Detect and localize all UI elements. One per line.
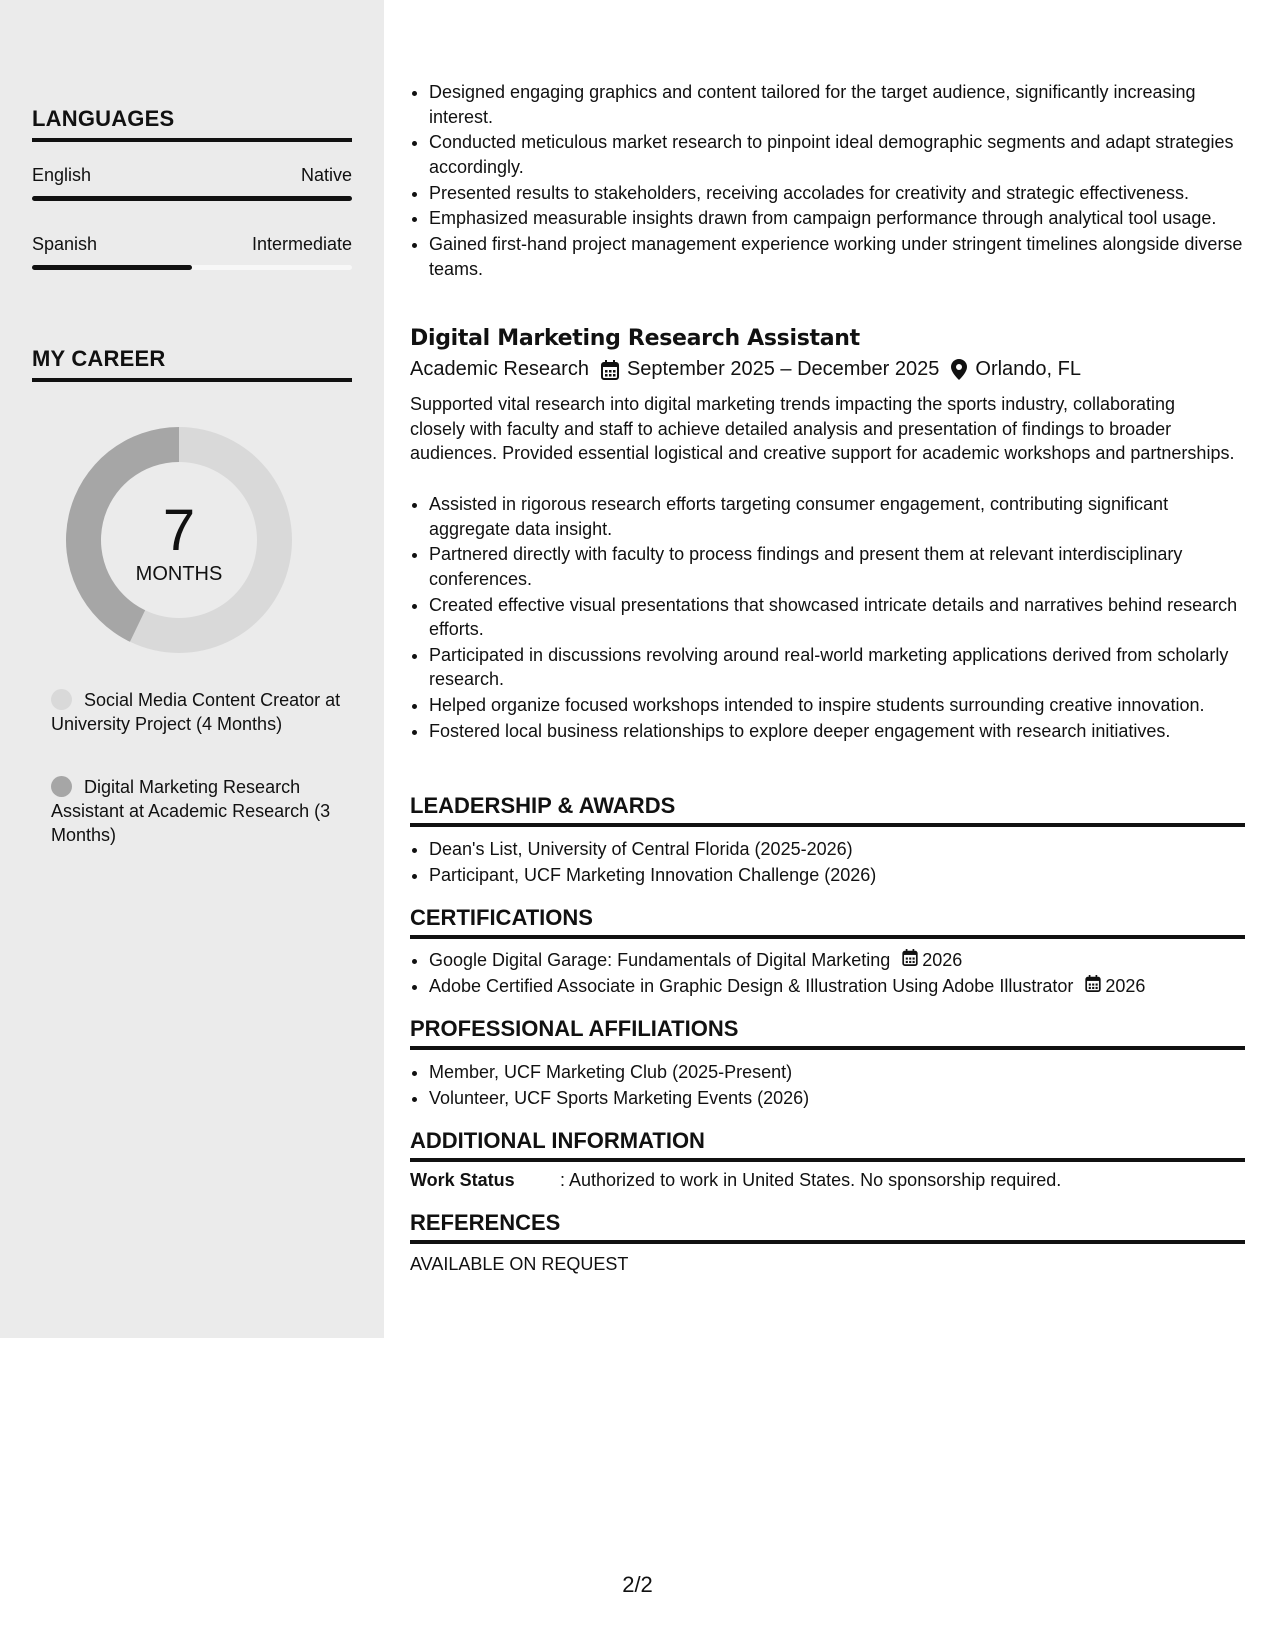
language-bar-fill bbox=[32, 265, 192, 270]
language-row-spanish bbox=[32, 234, 352, 255]
job-location: Orlando, FL bbox=[975, 358, 1081, 380]
additional-info-heading: ADDITIONAL INFORMATION bbox=[410, 1128, 1245, 1162]
job-title: Digital Marketing Research Assistant bbox=[410, 326, 860, 351]
leadership-list bbox=[410, 837, 1245, 889]
list-item: • Gained first-hand project management experience working under stringent timelines alongside diverse teams. bbox=[429, 232, 1245, 281]
list-item: • Designed engaging graphics and content tailored for the target audience, significantly increasing interest. bbox=[429, 80, 1245, 129]
list-item: • Presented results to stakeholders, receiving accolades for creativity and strategic effectiveness. bbox=[429, 181, 1245, 206]
language-bar-fill bbox=[32, 196, 352, 201]
list-item: • Partnered directly with faculty to process findings and present them at relevant interdisciplinary conferences. bbox=[429, 542, 1245, 591]
work-status-row bbox=[410, 1170, 1061, 1191]
list-item: • Dean's List, University of Central Florida (2025-2026) bbox=[429, 837, 1245, 862]
list-item: • Assisted in rigorous research efforts targeting consumer engagement, contributing significant aggregate data insight. bbox=[429, 492, 1245, 541]
career-total-unit: MONTHS bbox=[135, 563, 223, 585]
career-donut-chart bbox=[66, 427, 292, 653]
references-text: AVAILABLE ON REQUEST bbox=[410, 1254, 629, 1274]
certification-year: 2026 bbox=[1105, 975, 1146, 996]
legend-label: Digital Marketing Research Assistant at Academic Research (3 Months) bbox=[51, 777, 331, 845]
list-item: • Participant, UCF Marketing Innovation Challenge (2026) bbox=[429, 863, 1245, 888]
page-number: 2/2 bbox=[622, 1572, 653, 1597]
list-item: • Fostered local business relationships to explore deeper engagement with research initiatives. bbox=[429, 719, 1245, 744]
legend-dot bbox=[51, 689, 72, 710]
language-row-english bbox=[32, 165, 352, 186]
work-status-label: Work Status bbox=[410, 1170, 515, 1190]
career-heading: MY CAREER bbox=[32, 346, 352, 382]
certification-name: Adobe Certified Associate in Graphic Design & Illustration Using Adobe Illustrator bbox=[429, 975, 1074, 996]
calendar-icon bbox=[1085, 974, 1105, 999]
languages-heading: LANGUAGES bbox=[32, 106, 352, 142]
list-item bbox=[429, 974, 1245, 999]
list-item: • Participated in discussions revolving around real-world marketing applications derived from scholarly research. bbox=[429, 643, 1245, 692]
affiliations-heading: PROFESSIONAL AFFILIATIONS bbox=[410, 1016, 1245, 1050]
references-heading: REFERENCES bbox=[410, 1210, 1245, 1244]
language-name: English bbox=[32, 165, 92, 185]
job-bullets bbox=[410, 492, 1245, 745]
list-item: • Emphasized measurable insights drawn from campaign performance through analytical tool usage. bbox=[429, 206, 1245, 231]
calendar-icon bbox=[902, 948, 922, 973]
work-status-value: : Authorized to work in United States. No sponsorship required. bbox=[560, 1170, 1062, 1190]
language-name: Spanish bbox=[32, 234, 98, 254]
list-item bbox=[429, 948, 1245, 973]
legend-dot bbox=[51, 776, 72, 797]
career-legend-item bbox=[51, 775, 341, 847]
career-legend-item bbox=[51, 688, 341, 736]
certification-name: Google Digital Garage: Fundamentals of Digital Marketing bbox=[429, 950, 891, 970]
leadership-heading: LEADERSHIP & AWARDS bbox=[410, 793, 1245, 827]
previous-job-bullets bbox=[410, 80, 1245, 282]
calendar-icon bbox=[601, 360, 619, 380]
affiliations-list bbox=[410, 1060, 1245, 1112]
sidebar bbox=[0, 0, 384, 1338]
language-bar-english bbox=[32, 196, 352, 201]
certification-year: 2026 bbox=[922, 950, 963, 970]
certifications-heading: CERTIFICATIONS bbox=[410, 905, 1245, 939]
job-meta bbox=[410, 358, 1081, 381]
job-description: Supported vital research into digital marketing trends impacting the sports industry, collaborating closely with faculty and staff to achieve detailed analysis and presentation of findings to broader audiences. Provided essential logistical and creative support for academic workshops and partnerships. bbox=[410, 394, 1235, 463]
certifications-list bbox=[410, 948, 1245, 1000]
list-item: • Volunteer, UCF Sports Marketing Events (2026) bbox=[429, 1086, 1245, 1111]
list-item: • Created effective visual presentations that showcased intricate details and narratives behind research efforts. bbox=[429, 593, 1245, 642]
language-bar-spanish bbox=[32, 265, 352, 270]
legend-label: Social Media Content Creator at University Project (4 Months) bbox=[51, 690, 341, 734]
language-level: Native bbox=[300, 165, 352, 185]
list-item: • Conducted meticulous market research to pinpoint ideal demographic segments and adapt strategies accordingly. bbox=[429, 130, 1245, 179]
language-level: Intermediate bbox=[251, 234, 352, 254]
list-item: • Member, UCF Marketing Club (2025-Present) bbox=[429, 1060, 1245, 1085]
career-total-number: 7 bbox=[162, 498, 196, 563]
job-dates: September 2025 – December 2025 bbox=[626, 358, 940, 380]
list-item: • Helped organize focused workshops intended to inspire students surrounding creative innovation. bbox=[429, 693, 1245, 718]
location-pin-icon bbox=[951, 359, 967, 380]
job-company: Academic Research bbox=[410, 358, 589, 380]
